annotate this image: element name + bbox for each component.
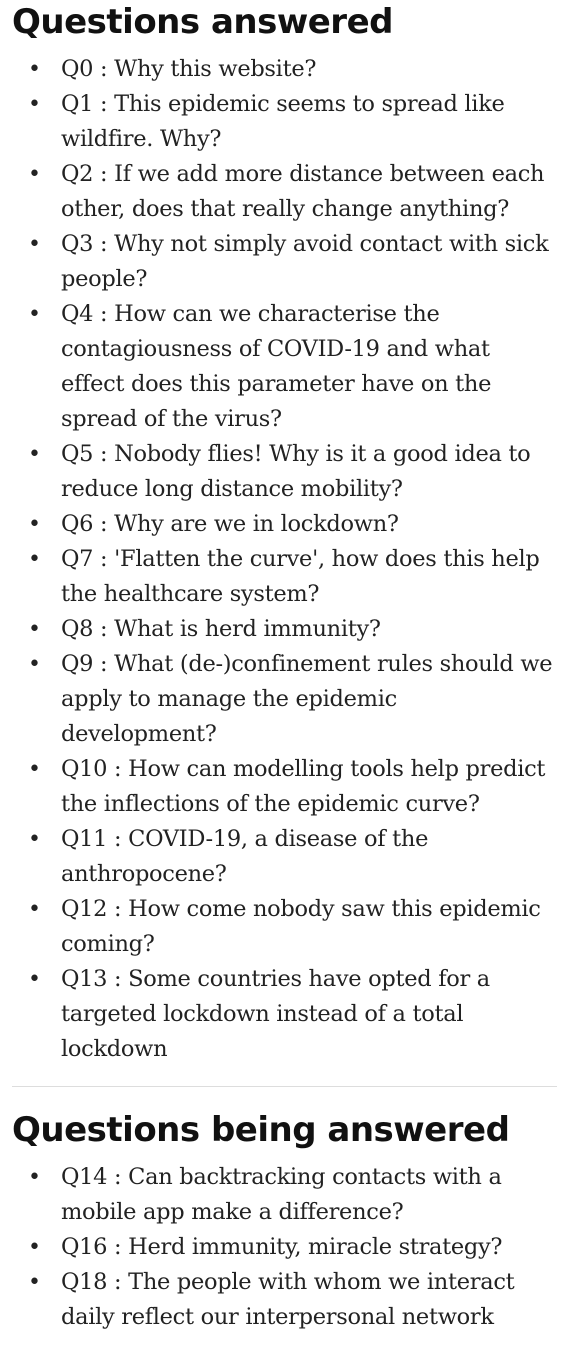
section-heading-questions-answered: Questions answered (12, 2, 393, 42)
question-link-q9[interactable] (0, 647, 565, 752)
question-text: Q11 : COVID-19, a disease of the anthropocene? (61, 826, 429, 887)
bullet-icon: • (28, 617, 41, 642)
bullet-icon: • (28, 302, 41, 327)
question-link-q2[interactable] (0, 157, 565, 227)
question-link-q16[interactable] (0, 1230, 565, 1265)
bullet-icon: • (28, 652, 41, 677)
bullet-icon: • (28, 162, 41, 187)
question-text: Q3 : Why not simply avoid contact with sick people? (61, 231, 549, 292)
question-link-q4[interactable] (0, 297, 565, 437)
bullet-icon: • (28, 442, 41, 467)
bullet-icon: • (28, 827, 41, 852)
question-text: Q16 : Herd immunity, miracle strategy? (61, 1234, 503, 1260)
question-text: Q6 : Why are we in lockdown? (61, 511, 399, 537)
question-link-q5[interactable] (0, 437, 565, 507)
question-link-q14[interactable] (0, 1160, 565, 1230)
question-link-q3[interactable] (0, 227, 565, 297)
bullet-icon: • (28, 512, 41, 537)
question-link-q12[interactable] (0, 892, 565, 962)
question-text: Q12 : How come nobody saw this epidemic coming? (61, 896, 541, 957)
question-link-q13[interactable] (0, 962, 565, 1067)
question-text: Q2 : If we add more distance between each other, does that really change anything? (61, 161, 545, 222)
question-link-q8[interactable] (0, 612, 565, 647)
question-link-q1[interactable] (0, 87, 565, 157)
question-text: Q4 : How can we characterise the contagiousness of COVID-19 and what effect does this parameter have on the spread of the virus? (61, 301, 492, 432)
question-link-q6[interactable] (0, 507, 565, 542)
question-text: Q0 : Why this website? (61, 56, 317, 82)
question-text: Q8 : What is herd immunity? (61, 616, 381, 642)
bullet-icon: • (28, 1235, 41, 1260)
question-text: Q18 : The people with whom we interact daily reflect our interpersonal network (61, 1269, 515, 1330)
bullet-icon: • (28, 1165, 41, 1190)
bullet-icon: • (28, 57, 41, 82)
question-link-q11[interactable] (0, 822, 565, 892)
question-link-q0[interactable] (0, 52, 565, 87)
question-link-q7[interactable] (0, 542, 565, 612)
question-text: Q7 : 'Flatten the curve', how does this help the healthcare system? (61, 546, 540, 607)
question-text: Q14 : Can backtracking contacts with a mobile app make a difference? (61, 1164, 502, 1225)
question-text: Q9 : What (de-)confinement rules should we apply to manage the epidemic development? (61, 651, 553, 747)
bullet-icon: • (28, 547, 41, 572)
question-link-q18[interactable] (0, 1265, 565, 1335)
section-heading-questions-being-answered: Questions being answered (12, 1110, 510, 1150)
question-text: Q1 : This epidemic seems to spread like wildfire. Why? (61, 91, 505, 152)
bullet-icon: • (28, 897, 41, 922)
bullet-icon: • (28, 92, 41, 117)
question-text: Q10 : How can modelling tools help predict the inflections of the epidemic curve? (61, 756, 546, 817)
questions-being-answered-list (0, 1160, 565, 1335)
bullet-icon: • (28, 232, 41, 257)
bullet-icon: • (28, 967, 41, 992)
section-divider (12, 1086, 557, 1087)
questions-answered-list (0, 52, 565, 1067)
bullet-icon: • (28, 1270, 41, 1295)
question-link-q10[interactable] (0, 752, 565, 822)
question-text: Q13 : Some countries have opted for a targeted lockdown instead of a total lockdown (61, 966, 490, 1062)
question-text: Q5 : Nobody flies! Why is it a good idea to reduce long distance mobility? (61, 441, 531, 502)
bullet-icon: • (28, 757, 41, 782)
